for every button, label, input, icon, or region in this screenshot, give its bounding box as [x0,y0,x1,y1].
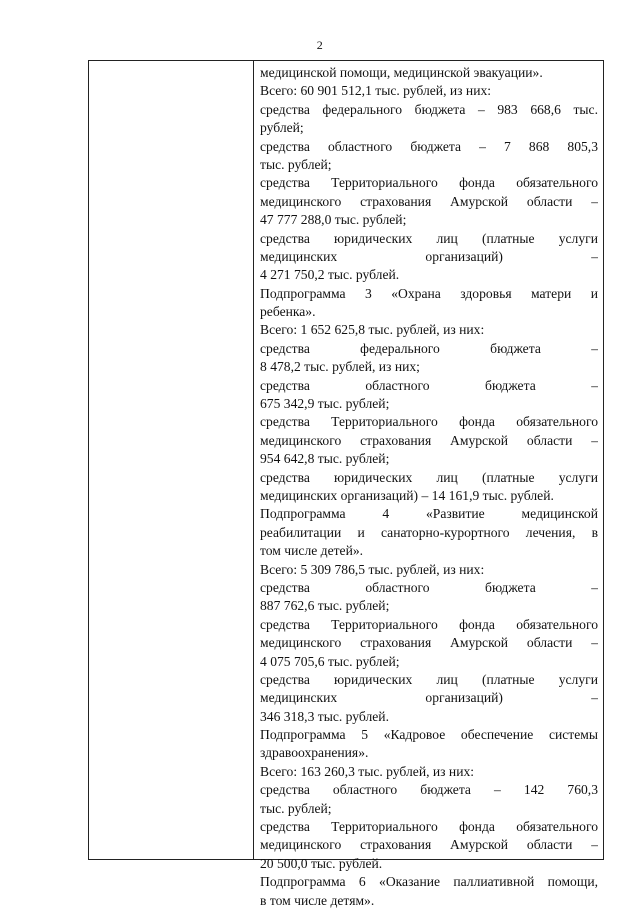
text-line: Подпрограмма 5 «Кадровое обеспечение системы [260,727,598,743]
text-line: 887 762,6 тыс. рублей; [260,598,390,614]
text-line: средства областного бюджета – 7 868 805,3 [260,138,598,154]
text-line: том числе детей». [260,543,364,559]
document-table [88,60,604,908]
text-line: Подпрограмма 3 «Охрана здоровья матери и [260,285,598,301]
text-line: Всего: 163 260,3 тыс. рублей, из них: [260,763,475,779]
text-line: Всего: 60 901 512,1 тыс. рублей, из них: [260,83,492,99]
text-line: 675 342,9 тыс. рублей; [260,396,390,412]
text-line: средства Территориального фонда обязательного [260,414,598,430]
text-line: медицинских организаций) – 14 161,9 тыс. рублей. [260,487,554,503]
text-line: средства областного бюджета – 142 760,3 [260,782,598,798]
text-line: Подпрограмма 4 «Развитие медицинской [260,506,598,522]
text-line: медицинского страхования Амурской области – [260,432,598,448]
text-line: 20 500,0 тыс. рублей. [260,855,383,871]
text-line: медицинской помощи, медицинской эвакуации». [260,65,543,80]
text-line: медицинского страхования Амурской области – [260,193,598,209]
text-line: тыс. рублей; [260,800,332,816]
text-line: Всего: 5 309 786,5 тыс. рублей, из них: [260,561,485,577]
text-line: средства областного бюджета – [260,579,598,595]
text-line: медицинского страхования Амурской области – [260,837,598,853]
text-line: 4 075 705,6 тыс. рублей; [260,653,400,669]
text-line: 4 271 750,2 тыс. рублей. [260,267,400,283]
table-right-cell [260,64,598,910]
text-line: в том числе детям». [260,892,375,908]
text-line: медицинского страхования Амурской области – [260,635,598,651]
text-line: медицинских организаций) – [260,248,598,264]
text-line: рублей; [260,120,304,136]
text-line: средства юридических лиц (платные услуги [260,671,598,687]
text-line: 954 642,8 тыс. рублей; [260,451,390,467]
text-line: реабилитации и санаторно-курортного лечения, в [260,524,598,540]
text-line: ребенка». [260,304,316,320]
text-line: средства федерального бюджета – 983 668,6 тыс. [260,101,598,117]
table-left-cell [89,61,253,859]
text-line: медицинских организаций) – [260,690,598,706]
column-divider [253,61,254,859]
text-line: тыс. рублей; [260,156,332,172]
text-line: средства Территориального фонда обязательного [260,175,598,191]
text-line: средства Территориального фонда обязательного [260,819,598,835]
text-line: средства юридических лиц (платные услуги [260,230,598,246]
text-line: средства Территориального фонда обязательного [260,616,598,632]
text-line: 346 318,3 тыс. рублей. [260,708,389,724]
text-line: средства федерального бюджета – [260,340,598,356]
text-line: Всего: 1 652 625,8 тыс. рублей, из них: [260,322,485,338]
text-line: здравоохранения». [260,745,369,761]
text-line: Подпрограмма 6 «Оказание паллиативной помощи, [260,874,598,890]
text-line: 8 478,2 тыс. рублей, из них; [260,359,420,375]
text-line: средства областного бюджета – [260,377,598,393]
text-line: 47 777 288,0 тыс. рублей; [260,212,407,228]
text-line: средства юридических лиц (платные услуги [260,469,598,485]
page-number: 2 [316,38,324,52]
